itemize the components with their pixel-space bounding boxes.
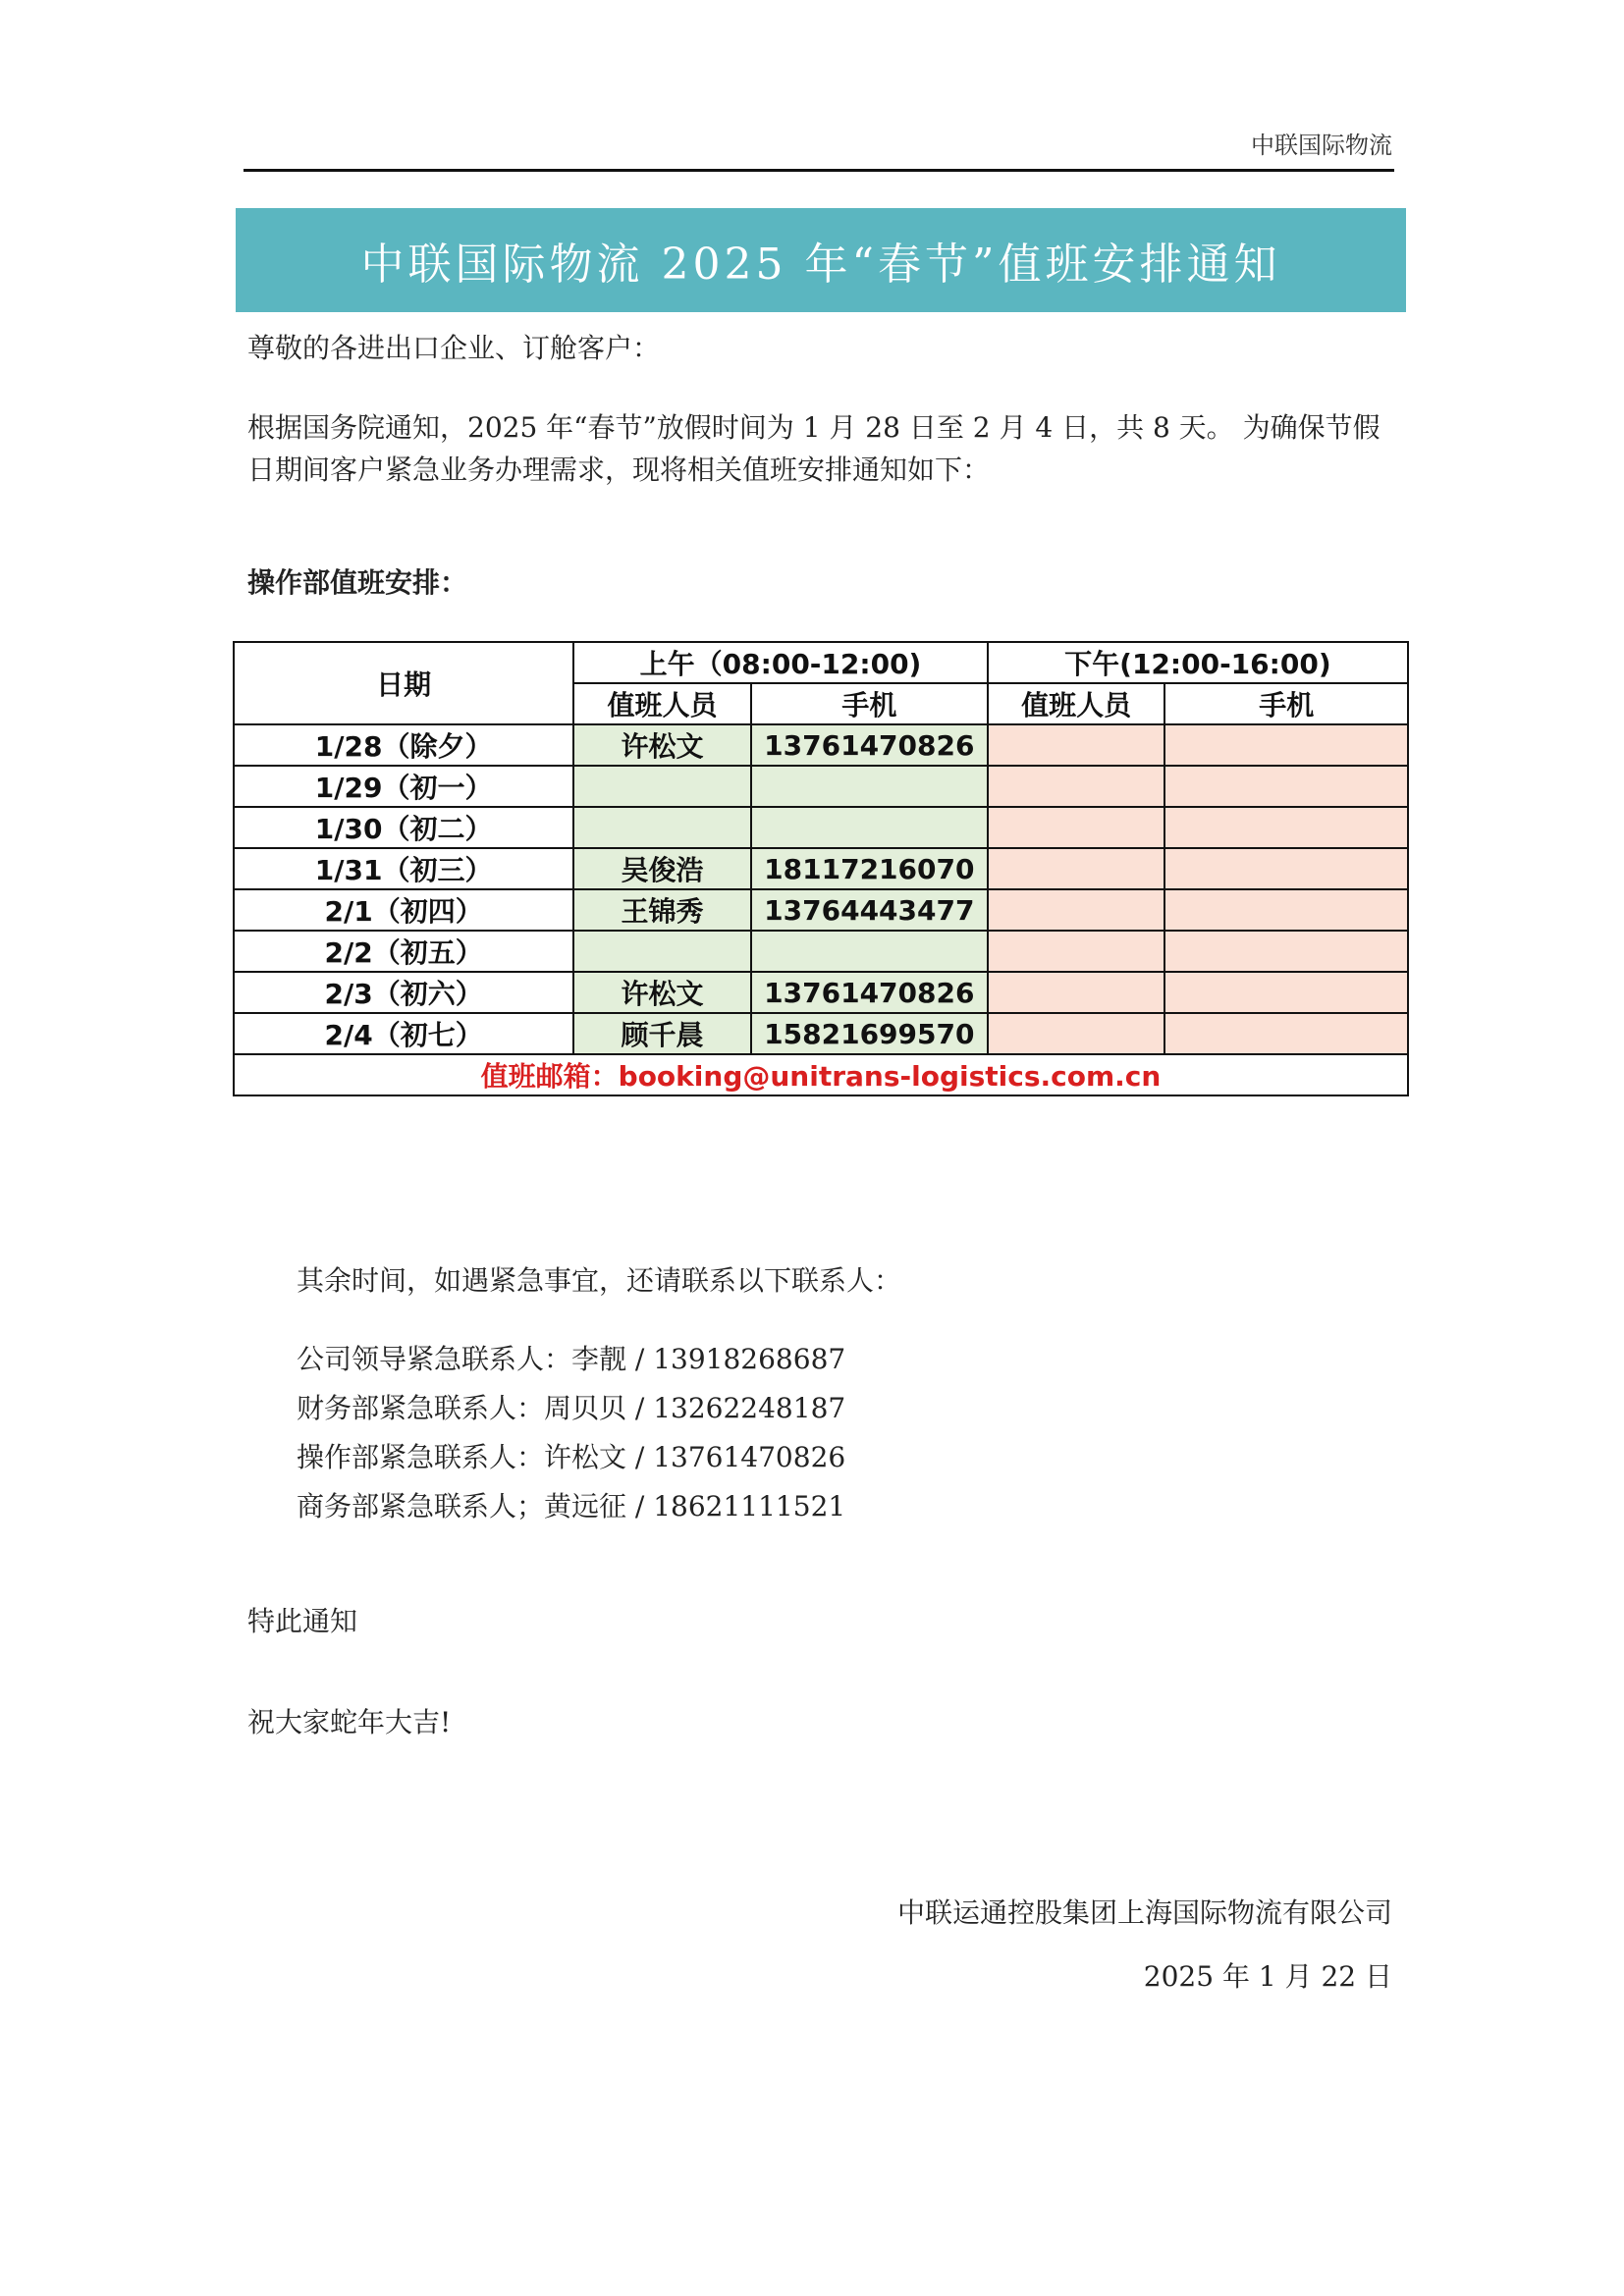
pm-staff-cell <box>988 848 1165 889</box>
date-cell: 2/2（初五） <box>234 931 573 972</box>
am-staff-cell: 王锦秀 <box>573 889 751 931</box>
closing-notice: 特此通知 <box>247 1605 358 1637</box>
table-row <box>234 1013 1408 1054</box>
pm-staff-cell <box>988 766 1165 807</box>
pm-phone-cell <box>1164 931 1408 972</box>
pm-phone-cell <box>1164 889 1408 931</box>
am-staff-cell: 吴俊浩 <box>573 848 751 889</box>
pm-phone-cell <box>1164 1013 1408 1054</box>
contact-item: 公司领导紧急联系人：李靓 / 13918268687 <box>297 1343 846 1375</box>
pm-staff-cell <box>988 724 1165 766</box>
table-row <box>234 931 1408 972</box>
title-banner <box>236 208 1406 312</box>
pm-phone-header: 手机 <box>1164 683 1408 724</box>
contact-item: 商务部紧急联系人；黄远征 / 18621111521 <box>297 1490 846 1522</box>
page-title: 中联国际物流 2025 年“春节”值班安排通知 <box>360 240 1281 290</box>
am-staff-cell <box>573 766 751 807</box>
am-phone-cell: 15821699570 <box>751 1013 988 1054</box>
date-cell: 1/28（除夕） <box>234 724 573 766</box>
pm-phone-cell <box>1164 807 1408 848</box>
date-cell: 1/29（初一） <box>234 766 573 807</box>
duty-table <box>233 641 1409 1096</box>
date-cell: 1/30（初二） <box>234 807 573 848</box>
header-rule <box>244 169 1394 172</box>
am-phone-cell: 13761470826 <box>751 724 988 766</box>
contacts-list <box>297 1335 845 1531</box>
am-phone-cell: 18117216070 <box>751 848 988 889</box>
email-row <box>234 1054 1408 1095</box>
section-heading: 操作部值班安排： <box>247 566 468 599</box>
am-staff-cell: 许松文 <box>573 972 751 1013</box>
pm-phone-cell <box>1164 848 1408 889</box>
pm-staff-header: 值班人员 <box>988 683 1165 724</box>
am-header: 上午（08:00-12:00) <box>573 642 988 683</box>
pm-phone-cell <box>1164 972 1408 1013</box>
header-company: 中联国际物流 <box>1251 132 1392 159</box>
pm-staff-cell <box>988 807 1165 848</box>
pm-staff-cell <box>988 889 1165 931</box>
pm-header: 下午(12:00-16:00) <box>988 642 1408 683</box>
table-row <box>234 848 1408 889</box>
date-cell: 2/4（初七） <box>234 1013 573 1054</box>
signature-company: 中联运通控股集团上海国际物流有限公司 <box>896 1896 1392 1929</box>
am-phone-cell <box>751 931 988 972</box>
am-staff-cell <box>573 931 751 972</box>
am-staff-cell <box>573 807 751 848</box>
contacts-intro: 其余时间，如遇紧急事宜，还请联系以下联系人： <box>297 1264 902 1297</box>
date-cell: 1/31（初三） <box>234 848 573 889</box>
signature-date: 2025 年 1 月 22 日 <box>1143 1960 1392 1993</box>
am-phone-cell: 13761470826 <box>751 972 988 1013</box>
date-header: 日期 <box>234 642 573 724</box>
table-row <box>234 766 1408 807</box>
am-staff-cell: 顾千晨 <box>573 1013 751 1054</box>
contact-item: 操作部紧急联系人：许松文 / 13761470826 <box>297 1441 846 1473</box>
greeting: 尊敬的各进出口企业、订舱客户： <box>247 332 661 364</box>
am-phone-cell: 13764443477 <box>751 889 988 931</box>
pm-staff-cell <box>988 931 1165 972</box>
pm-phone-cell <box>1164 724 1408 766</box>
am-staff-header: 值班人员 <box>573 683 751 724</box>
table-row <box>234 972 1408 1013</box>
contact-item: 财务部紧急联系人：周贝贝 / 13262248187 <box>297 1392 846 1424</box>
pm-phone-cell <box>1164 766 1408 807</box>
date-cell: 2/1（初四） <box>234 889 573 931</box>
table-row <box>234 724 1408 766</box>
table-row <box>234 807 1408 848</box>
duty-email: 值班邮箱：booking@unitrans-logistics.com.cn <box>234 1054 1408 1095</box>
closing-wish: 祝大家蛇年大吉! <box>247 1706 452 1738</box>
table-row <box>234 889 1408 931</box>
intro-paragraph: 根据国务院通知，2025 年“春节”放假时间为 1 月 28 日至 2 月 4 日，共 8 天。 为确保节假日期间客户紧急业务办理需求，现将相关值班安排通知如下： <box>247 411 1380 486</box>
am-phone-cell <box>751 807 988 848</box>
pm-staff-cell <box>988 1013 1165 1054</box>
am-staff-cell: 许松文 <box>573 724 751 766</box>
pm-staff-cell <box>988 972 1165 1013</box>
am-phone-cell <box>751 766 988 807</box>
am-phone-header: 手机 <box>751 683 988 724</box>
date-cell: 2/3（初六） <box>234 972 573 1013</box>
